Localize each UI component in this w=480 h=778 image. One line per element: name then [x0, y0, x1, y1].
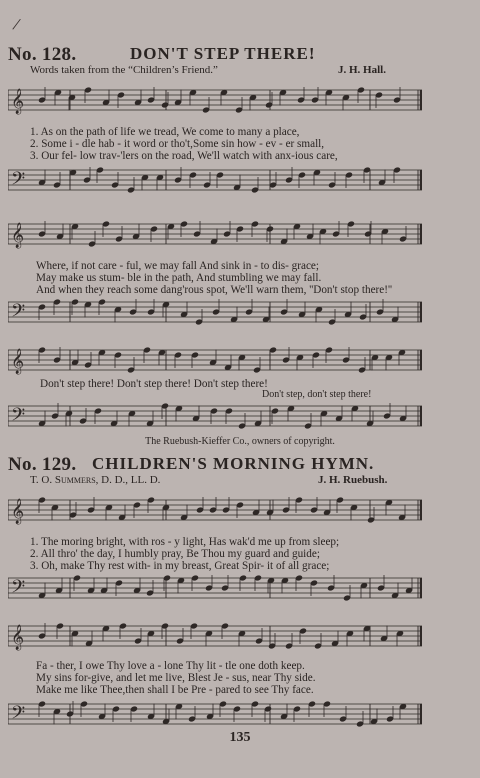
hymn-128-copyright: The Ruebush-Kieffer Co., owners of copyright. — [145, 436, 335, 447]
music-staff-bass — [8, 700, 422, 726]
music-staff-bass — [8, 298, 422, 324]
clef-symbol: 𝄞 — [11, 223, 25, 248]
hymn-129-composer: J. H. Ruebush. — [318, 474, 388, 486]
clef-symbol: 𝄢 — [11, 577, 26, 602]
staff-drawing — [8, 166, 422, 202]
music-staff-bass — [8, 402, 422, 428]
hymn-128-number: No. 128. — [8, 44, 77, 65]
hymn-128-words-credit: Words taken from the “Children’s Friend.” — [30, 64, 218, 76]
hymn-129-number: No. 129. — [8, 454, 77, 475]
staff-drawing — [8, 622, 422, 658]
hymn-128-refrain: Don't step there! Don't step there! Don't step there! — [40, 378, 268, 390]
hymn-128-composer: J. H. Hall. — [338, 64, 386, 76]
hymn-129-s1-verse-1: 1. The moring bright, with ros - y light, Has wak'd me up from sleep; — [30, 536, 340, 548]
hymn-129-s2-verse-1: Fa - ther, I owe Thy love a - lone Thy lit - tle one doth keep. — [36, 660, 305, 672]
music-staff-treble — [8, 346, 422, 372]
hymn-129-words-credit: T. O. Summers, D. D., LL. D. — [30, 474, 161, 486]
staff-drawing — [8, 86, 422, 122]
staff-drawing — [8, 402, 422, 438]
hymn-128-refrain-echo: Don't step, don't step there! — [262, 389, 372, 400]
page-number: 135 — [229, 730, 251, 745]
clef-symbol: 𝄞 — [11, 349, 25, 374]
music-staff-treble — [8, 496, 422, 522]
clef-symbol: 𝄞 — [11, 499, 25, 524]
hymn-128-title: DON'T STEP THERE! — [130, 44, 316, 63]
clef-symbol: 𝄞 — [11, 625, 25, 650]
hymn-128-s2-verse-2: May make us stum- ble in the path, And stumbling we may fall. — [36, 272, 322, 284]
hymn-128-s2-verse-3: And when they reach some dang'rous spot, We'll warn them, ''Don't stop there!'' — [36, 284, 393, 296]
music-staff-bass — [8, 574, 422, 600]
staff-drawing — [8, 574, 422, 610]
hymn-128-s2-verse-1: Where, if not care - ful, we may fall And sink in - to dis- grace; — [36, 260, 320, 272]
music-staff-bass — [8, 166, 422, 192]
music-staff-treble — [8, 220, 422, 246]
music-staff-treble — [8, 622, 422, 648]
hymn-129-s2-verse-3: Make me like Thee,then shall I be Pre - pared to see Thy face. — [36, 684, 314, 696]
staff-drawing — [8, 496, 422, 532]
staff-drawing — [8, 220, 422, 256]
hymn-128-s1-verse-3: 3. Our fel- low trav-'lers on the road, We'll watch with anx-ious care, — [30, 150, 338, 162]
pencil-mark: / — [11, 13, 23, 35]
staff-drawing — [8, 298, 422, 334]
clef-symbol: 𝄢 — [11, 405, 26, 430]
staff-drawing — [8, 346, 422, 382]
hymn-128-s1-verse-1: 1. As on the path of life we tread, We come to many a place, — [30, 126, 300, 138]
clef-symbol: 𝄞 — [11, 89, 25, 114]
hymn-129-s1-verse-2: 2. All thro' the day, I humbly pray, Be Thou my guard and guide; — [30, 548, 320, 560]
clef-symbol: 𝄢 — [11, 169, 26, 194]
hymn-128-s1-verse-2: 2. Some i - dle hab - it word or tho't,Some sin how - ev - er small, — [30, 138, 325, 150]
clef-symbol: 𝄢 — [11, 301, 26, 326]
hymn-129-s1-verse-3: 3. Oh, make Thy rest with- in my breast, Great Spir- it of all grace; — [30, 560, 330, 572]
hymn-129-title: CHILDREN'S MORNING HYMN. — [92, 454, 375, 473]
clef-symbol: 𝄢 — [11, 703, 26, 728]
hymn-129-s2-verse-2: My sins for-give, and let me live, Blest Je - sus, near Thy side. — [36, 672, 316, 684]
music-staff-treble — [8, 86, 422, 112]
